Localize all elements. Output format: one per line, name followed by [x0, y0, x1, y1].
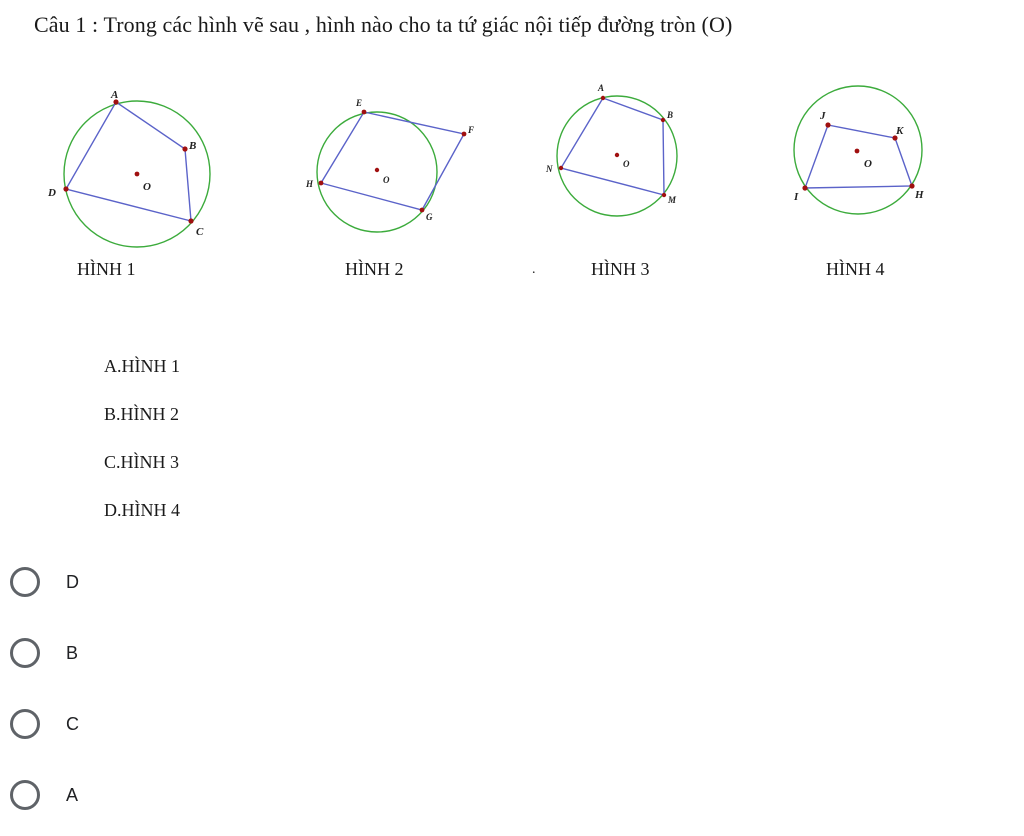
figure-2 [300, 78, 480, 258]
radio-button[interactable] [10, 780, 40, 810]
point-f [462, 132, 467, 137]
point-h [909, 183, 914, 188]
label-c: C [196, 226, 204, 238]
label-i: I [794, 191, 799, 203]
label-j: J [820, 110, 826, 122]
label-a: A [111, 89, 119, 101]
figure-4-label: HÌNH 4 [826, 259, 885, 279]
label-g: G [426, 212, 433, 222]
choice-label: C [66, 713, 79, 734]
choice-c[interactable] [10, 702, 210, 746]
point-j [825, 122, 830, 127]
figure-3 [540, 78, 720, 258]
label-a: A [598, 83, 605, 93]
option-text-d: D.HÌNH 4 [104, 500, 180, 520]
point-o [855, 149, 860, 154]
point-a [601, 96, 605, 100]
label-e: E [356, 98, 363, 108]
point-n [559, 166, 563, 170]
point-m [662, 193, 666, 197]
radio-button[interactable] [10, 567, 40, 597]
point-e [362, 110, 367, 115]
label-d: D [48, 187, 56, 199]
option-text-b: B.HÌNH 2 [104, 404, 179, 424]
question-text: Câu 1 : Trong các hình vẽ sau , hình nào cho ta tứ giác nội tiếp đường tròn (O) [34, 12, 733, 37]
label-o: O [143, 181, 151, 193]
label-n: N [546, 164, 553, 174]
choice-a[interactable] [10, 773, 210, 817]
figure-4 [778, 78, 958, 258]
choice-label: A [66, 784, 79, 805]
figure-2-label: HÌNH 2 [345, 259, 404, 279]
choice-label: D [66, 571, 79, 592]
point-o [375, 168, 379, 172]
point-i [802, 185, 807, 190]
label-o: O [623, 159, 630, 169]
quadrilateral-efgh [321, 112, 464, 210]
label-h: H [306, 179, 314, 189]
point-b [661, 118, 665, 122]
point-h [319, 181, 324, 186]
choice-b[interactable] [10, 631, 210, 675]
choice-d[interactable] [10, 560, 210, 604]
label-o: O [864, 158, 872, 170]
point-c [188, 218, 193, 223]
figure-1-label: HÌNH 1 [77, 259, 136, 279]
quadrilateral-abcd [66, 102, 191, 221]
figure-3-label: HÌNH 3 [591, 259, 650, 279]
option-text-c: C.HÌNH 3 [104, 452, 179, 472]
figure-1 [44, 78, 224, 258]
point-o [135, 172, 140, 177]
label-o: O [383, 175, 390, 185]
label-m: M [668, 195, 677, 205]
label-b: B [667, 110, 674, 120]
option-text-a: A.HÌNH 1 [104, 356, 180, 376]
label-b: B [189, 140, 197, 152]
label-k: K [896, 125, 904, 137]
radio-button[interactable] [10, 638, 40, 668]
point-g [420, 208, 425, 213]
point-o [615, 153, 619, 157]
radio-button[interactable] [10, 709, 40, 739]
separator-dot: . [532, 262, 536, 277]
point-d [63, 186, 68, 191]
choice-label: B [66, 642, 79, 663]
label-f: F [468, 125, 475, 135]
point-b [182, 146, 187, 151]
label-h: H [915, 189, 924, 201]
